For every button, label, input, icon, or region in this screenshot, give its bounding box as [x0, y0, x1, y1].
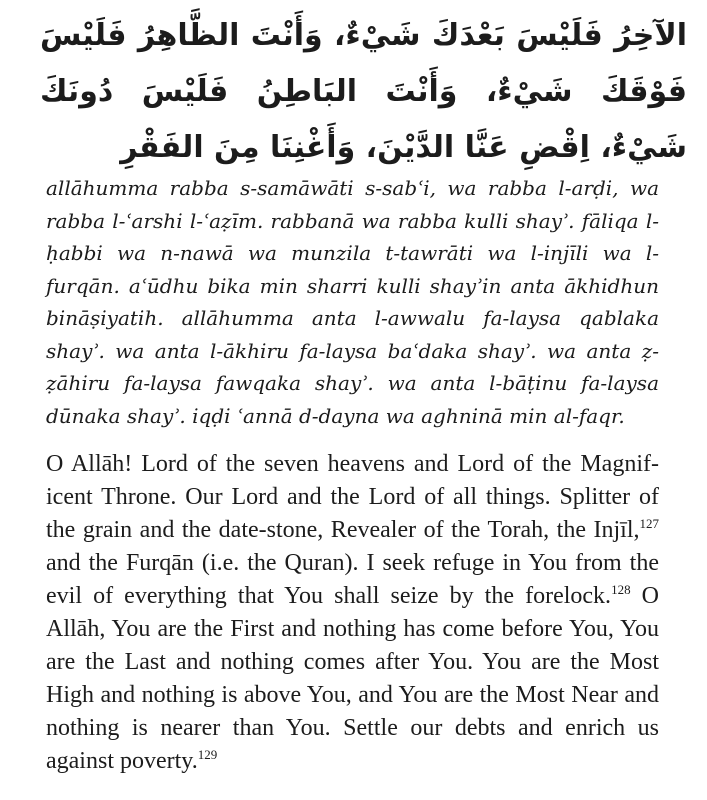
translation-text-2: and the Furqān (i.e. the Quran). I seek refuge in You from the evil of everything that You shall seize by the forelock.	[46, 550, 659, 609]
footnote-ref-128[interactable]: 128	[611, 582, 631, 597]
translation-paragraph	[46, 448, 659, 778]
translation-text-3: O Allāh, You are the First and nothing has come before You, You are the Last and nothing comes after You. You are the Most High and nothing is above You, and You are the Most Near and nothing is nearer than You. Settle our debts and enrich us against poverty.	[46, 583, 659, 774]
translation-text-1: O Allāh! Lord of the seven heavens and Lord of the Magnificent Throne. Our Lord and the Lord of all things. Splitter of the grain and the date-stone, Revealer of the Torah, the Injīl,	[46, 451, 659, 543]
arabic-supplication: الآخِرُ فَلَيْسَ بَعْدَكَ شَيْءٌ، وَأَنْتَ الظَّاهِرُ فَلَيْسَ فَوْقَكَ شَيْءٌ، وَأَنْتَ البَاطِنُ فَلَيْسَ دُونَكَ شَيْءٌ، اِقْضِ عَنَّا الدَّيْنَ، وَأَغْنِنَا مِنَ الفَقْرِ	[40, 18, 687, 165]
footnote-ref-129[interactable]: 129	[197, 747, 218, 762]
transliteration-paragraph: allāhumma rabba s-samāwāti s-sabʿi, wa rabba l-arḍi, wa rabba l-ʿarshi l-ʿaẓīm. rabbanā wa rabba kulli shayʾ. fāliqa l-ḥabbi wa n-nawā wa munzila t-tawrāti wa l-injīli wa l-furqān. aʿūdhu bika min sharri kulli shayʾin anta ākhidhun bināṣiyatih. allāhumma anta l-awwalu fa-laysa qablaka shayʾ. wa anta l-ākhiru fa-laysa baʿdaka shayʾ. wa anta ẓ-ẓāhiru fa-laysa fawqaka shayʾ. wa anta l-bāṭinu fa-laysa dūnaka shayʾ. iqḍi ʿannā d-dayna wa aghninā min al-faqr.	[46, 176, 659, 428]
footnote-ref-127[interactable]: 127	[639, 516, 659, 531]
